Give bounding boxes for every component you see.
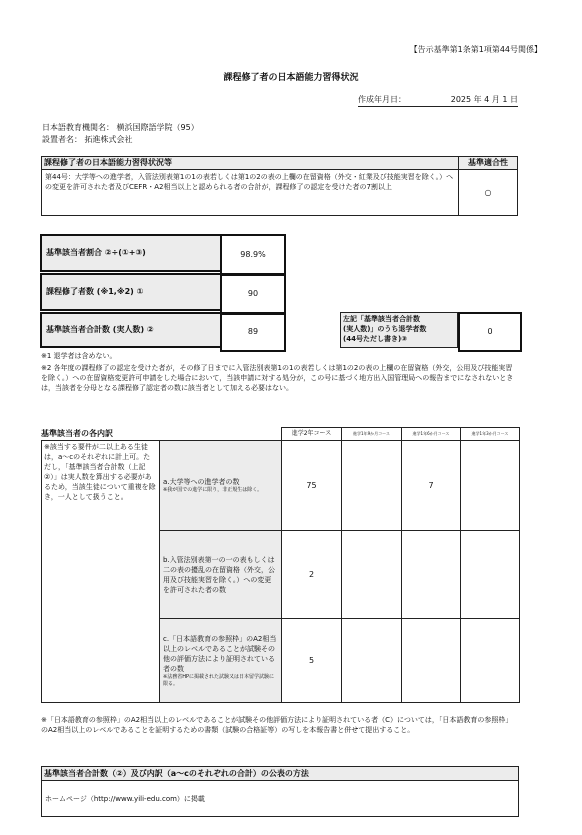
breakdown-table	[41, 427, 520, 703]
breakdown-spacer	[42, 428, 282, 441]
col-header-2yr: 進学2年コース	[282, 428, 342, 441]
qualified-label: 基準該当者合計数 (実人数) ②	[40, 312, 222, 348]
row-b-value-1y3m	[461, 531, 520, 619]
status-header: 課程修了者の日本語能力習得状況等	[42, 157, 459, 170]
status-result: ○	[459, 170, 518, 216]
row-c-sub: ※法務省HPに掲載された試験又は日本留学試験に限る。	[163, 673, 274, 687]
row-c-value-2yr: 5	[282, 619, 342, 703]
row-a-value-1y9m	[342, 441, 402, 531]
withdrawn-label-line2: (実人数)」のうち退学者数	[343, 325, 427, 333]
breakdown-left-note: ※該当する要件が二以上ある生徒は，a～cのそれぞれに計上可。ただし，「基準該当者合計数（上記②）」は実人数を算出する必要があるため，当該生徒について重複を除き，一人として扱うこと。	[42, 441, 160, 703]
founder-name: 設置者名： 拓進株式会社	[42, 135, 133, 144]
col-header-1y9m: 進学1年9か月コース	[342, 428, 402, 441]
row-b-value-1y6m	[402, 531, 461, 619]
row-b-value-2yr: 2	[282, 531, 342, 619]
publish-body: ホームページ（http://www.yili-edu.com）に掲載	[42, 781, 519, 817]
row-b-value-1y9m	[342, 531, 402, 619]
row-c-value-1y3m	[461, 619, 520, 703]
withdrawn-label-line1: 左記「基準該当者合計数	[343, 315, 420, 323]
row-b-label: b.入管法別表第一の一の表もしくは二の表の擾乱の在留資格（外交，公用及び技能実習を除く。）への変更を許可された者の数	[160, 531, 282, 619]
status-header-right: 基準適合性	[459, 157, 518, 170]
row-a-title: a.大学等への進学者の数	[163, 478, 240, 486]
date-value: 2025 年 4 月 1 日	[450, 95, 518, 104]
ratio-value: 98.9%	[220, 234, 286, 276]
row-c-title: c.「日本語教育の参照枠」のA2相当以上のレベルであることが試験その他の評価方法により証明されている者の数	[163, 634, 277, 673]
breakdown-title: 基準該当者の各内訳	[41, 429, 113, 438]
status-body: 第44号：大学等への進学者，入管法別表第1の1の表若しくは第1の2の表の上欄の在留資格（外交・紅業及び技能実習を除く。）への変更を許可された者及びCEFR・A2相当以上と認められる者の合計が，課程修了の認定を受けた者の7割以上	[42, 170, 459, 216]
institution-name: 日本語教育機関名： 横浜国際語学院（95）	[42, 123, 199, 132]
row-c-value-1y6m	[402, 619, 461, 703]
withdrawn-label	[340, 312, 458, 348]
row-a-label	[160, 441, 282, 531]
completers-label: 課程修了者数 (※1,※2) ①	[40, 273, 222, 311]
footer-note: ※「日本語教育の参照枠」のA2相当以上のレベルであることが試験その他評価方法により証明されている者（C）については，「日本語教育の参照枠」のA2相当以上のレベルであることを証明するための書類（試験の合格証等）の写しを本報告書と併せて提出すること。	[41, 716, 513, 734]
col-header-1y3m: 進学1年3か月コース	[461, 428, 520, 441]
publish-table	[41, 766, 519, 817]
row-a-value-1y3m	[461, 441, 520, 531]
row-a-value-1y6m: 7	[402, 441, 461, 531]
reference-label: 【告示基準第1条第1項第44号関係】	[409, 45, 542, 54]
row-a-value-2yr: 75	[282, 441, 342, 531]
withdrawn-value: 0	[458, 312, 522, 352]
status-table	[41, 156, 518, 216]
withdrawn-label-line3: (44号ただし書き)③	[343, 335, 408, 343]
completers-value: 90	[220, 273, 286, 315]
note-2: ※2 各年度の課程修了の認定を受けた者が，その修了日までに入管法別表第1の1の表若しくは第1の2の表の上欄の在留資格（外交，公用及び技能実習を除く。）への在留資格変更許可申請をした場合において，当該申請に対する処分が，この号に基づく地方出入国管理局への報告までになされないときは，当該者を分母となる課程修了認定者の数に該当者として加える必要はない。	[41, 364, 514, 392]
note-1: ※1 退学者は含めない。	[41, 352, 117, 360]
ratio-label: 基準該当者割合 ②÷(①+③)	[40, 234, 222, 272]
publish-header: 基準該当者合計数（②）及び内訳（a～cのそれぞれの合計）の公表の方法	[42, 767, 519, 781]
row-c-label	[160, 619, 282, 703]
row-a-sub: ※我が国での進学に限り，非正規生は除く。	[163, 487, 263, 493]
page-title: 課程修了者の日本語能力習得状況	[223, 73, 359, 83]
col-header-1y6m: 進学1年6か月コース	[402, 428, 461, 441]
qualified-value: 89	[220, 312, 286, 352]
row-c-value-1y9m	[342, 619, 402, 703]
date-line	[358, 94, 518, 107]
date-label: 作成年月日：	[358, 95, 406, 104]
